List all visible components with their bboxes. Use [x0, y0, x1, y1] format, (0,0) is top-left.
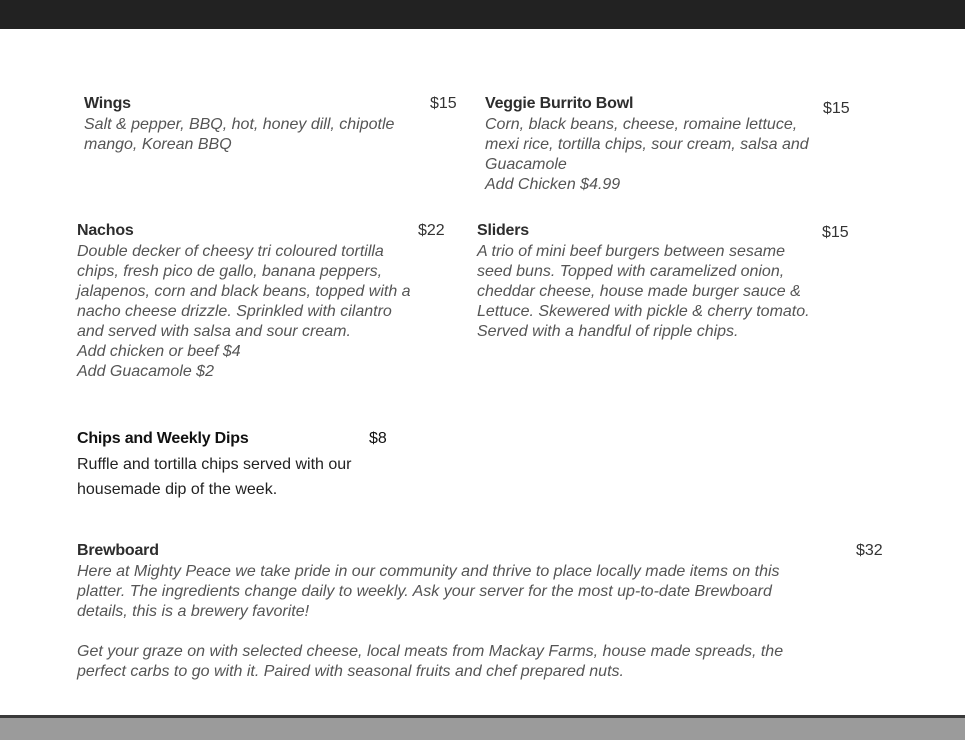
top-bar	[0, 0, 965, 29]
desc-line: seed buns. Topped with caramelized onion,	[477, 263, 785, 280]
veggie-burrito-bowl-price: $15	[823, 100, 850, 117]
brewboard-title: Brewboard	[77, 542, 159, 559]
desc-line: Add Guacamole $2	[77, 363, 214, 380]
veggie-burrito-bowl-description	[485, 115, 855, 195]
desc-line: chips, fresh pico de gallo, banana peppers,	[77, 263, 383, 280]
desc-line: Lettuce. Skewered with pickle & cherry tomato.	[477, 303, 810, 320]
desc-line: jalapenos, corn and black beans, topped with a	[77, 283, 411, 300]
desc-line: Ruffle and tortilla chips served with our	[77, 456, 352, 473]
sliders-description	[477, 242, 862, 342]
desc-line: Add chicken or beef $4	[77, 343, 241, 360]
nachos-description	[77, 242, 457, 382]
desc-line: nacho cheese drizzle. Sprinkled with cilantro	[77, 303, 392, 320]
desc-line: perfect carbs to go with it. Paired with seasonal fruits and chef prepared nuts.	[77, 663, 624, 680]
chips-and-dips-description	[77, 452, 397, 502]
desc-line: Served with a handful of ripple chips.	[477, 323, 739, 340]
chips-and-dips-price: $8	[369, 430, 387, 447]
desc-line: mango, Korean BBQ	[84, 136, 232, 153]
wings-description	[84, 115, 444, 155]
nachos-price: $22	[418, 222, 445, 239]
sliders-title: Sliders	[477, 222, 529, 239]
desc-line: Here at Mighty Peace we take pride in our community and thrive to place locally made items on this	[77, 563, 780, 580]
desc-line: housemade dip of the week.	[77, 481, 278, 498]
wings-title: Wings	[84, 95, 131, 112]
desc-line: Guacamole	[485, 156, 567, 173]
desc-line: platter. The ingredients change daily to weekly. Ask your server for the most up-to-date Brewboard	[77, 583, 772, 600]
desc-line: A trio of mini beef burgers between sesame	[477, 243, 786, 260]
veggie-burrito-bowl-title: Veggie Burrito Bowl	[485, 95, 634, 112]
desc-line: Double decker of cheesy tri coloured tortilla	[77, 243, 384, 260]
desc-line	[77, 622, 917, 642]
chips-and-dips-title: Chips and Weekly Dips	[77, 430, 249, 447]
desc-line: Corn, black beans, cheese, romaine lettuce,	[485, 116, 798, 133]
brewboard-description	[77, 562, 917, 682]
desc-line: Get your graze on with selected cheese, local meats from Mackay Farms, house made spreads, the	[77, 643, 784, 660]
desc-line: cheddar cheese, house made burger sauce &	[477, 283, 801, 300]
desc-line: details, this is a brewery favorite!	[77, 603, 310, 620]
desc-line: Add Chicken $4.99	[485, 176, 621, 193]
bottom-bar	[0, 715, 965, 740]
brewboard-price: $32	[856, 542, 883, 559]
desc-line: and served with salsa and sour cream.	[77, 323, 351, 340]
desc-line: Salt & pepper, BBQ, hot, honey dill, chipotle	[84, 116, 395, 133]
nachos-title: Nachos	[77, 222, 134, 239]
wings-price: $15	[430, 95, 457, 112]
sliders-price: $15	[822, 224, 849, 241]
desc-line: mexi rice, tortilla chips, sour cream, salsa and	[485, 136, 809, 153]
